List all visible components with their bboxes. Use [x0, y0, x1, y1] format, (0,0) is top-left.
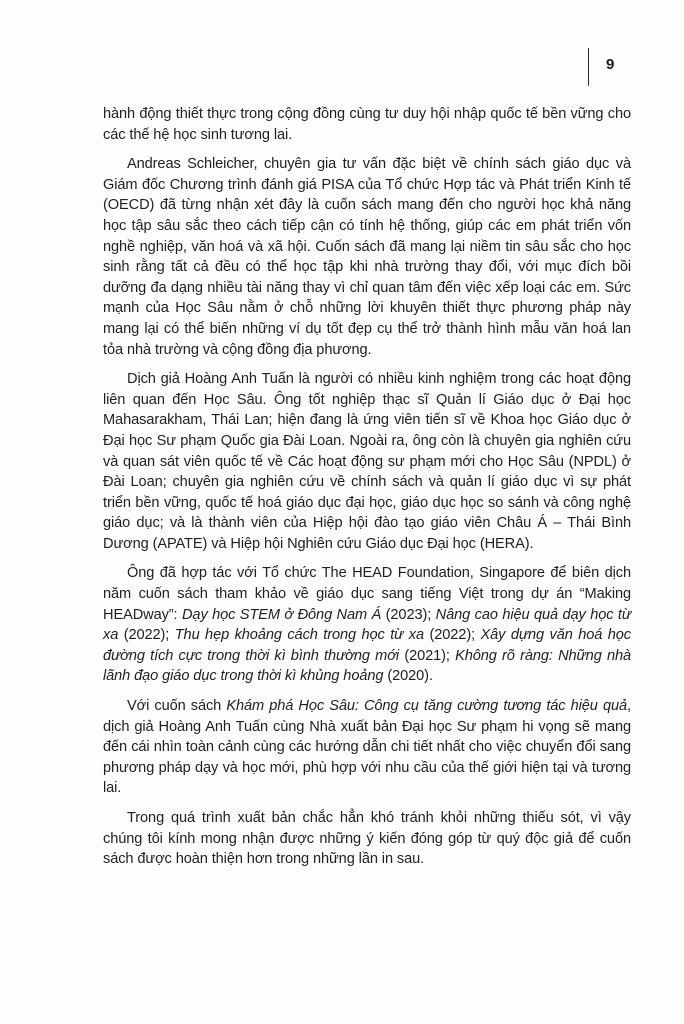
book-title: Khám phá Học Sâu: Công cụ tăng cường tương tác hiệu quả: [226, 698, 628, 715]
text-segment: Andreas Schleicher, chuyên gia tư vấn đặc biệt về chính sách giáo dục và Giám đốc Chương trình đánh giá PISA của Tổ chức Hợp tác và Phát triển Kinh tế (OECD) đã từng nhận xét đây là cuốn sách mang đến cho người học khả năng học tập sâu sắc theo cách tiếp cận có tính hệ thống, giúp các em phát triển vốn nghề nghiệp, văn hoá và xã hội. Cuốn sách đã mang lại niềm tin sâu sắc cho học sinh rằng tất cả đều có thể học tập khi nhà trường thay đổi, với mục đích bồi dưỡng đa dạng nhiều tài năng thay vì chỉ quan tâm đến việc xếp loại các em. Sức mạnh của Học Sâu nằm ở chỗ những lời khuyên thiết thực phương pháp này mang lại có thể biến những ví dụ tốt đẹp cụ thể trở thành hình mẫu văn hoá lan tỏa nhà trường và cộng đồng địa phương.: [103, 156, 631, 358]
text-segment: (2022);: [424, 627, 481, 644]
paragraph-book-purpose: [103, 696, 631, 799]
page-number: 9: [606, 56, 615, 73]
text-segment: (2020).: [383, 668, 433, 685]
book-title: Nâng cao hiệu quả dạy học từ xa: [103, 606, 632, 644]
book-title: Thu hẹp khoảng cách trong học từ xa: [174, 627, 425, 644]
text-segment: Ông đã hợp tác với Tổ chức The HEAD Foundation, Singapore để biên dịch năm cuốn sách tham khảo về giáo dục sang tiếng Việt trong dự án “Making HEADway”:: [103, 565, 631, 623]
book-title: Dạy học STEM ở Đông Nam Á: [181, 606, 382, 623]
paragraph-schleicher: [103, 154, 631, 360]
text-segment: , dịch giả Hoàng Anh Tuấn cùng Nhà xuất bản Đại học Sư phạm hi vọng sẽ mang đến cái nhìn toàn cảnh cùng các hướng dẫn chi tiết nhất cho việc chuyển đổi sang phương pháp dạy và học mới, phù hợp với nhu cầu của thế giới hiện tại và tương lai.: [103, 698, 631, 797]
paragraph-continuation: [103, 104, 631, 145]
book-title: Không rõ ràng: Những nhà lãnh đạo giáo dục trong thời kì khủng hoảng: [103, 647, 632, 685]
text-segment: hành động thiết thực trong cộng đồng cùng tư duy hội nhập quốc tế bền vững cho các thế hệ học sinh tương lai.: [103, 106, 631, 143]
paragraph-closing: [103, 808, 631, 870]
book-title: Xây dựng văn hoá học đường tích cực trong thời kì bình thường mới: [103, 627, 632, 664]
text-segment: Dịch giả Hoàng Anh Tuấn là người có nhiều kinh nghiệm trong các hoạt động liên quan đến Học Sâu. Ông tốt nghiệp thạc sĩ Quản lí Giáo dục ở Đại học Mahasarakham, Thái Lan; hiện đang là ứng viên tiến sĩ về Khoa học Giáo dục ở Đại học Sư phạm Quốc gia Đài Loan. Ngoài ra, ông còn là chuyên gia nghiên cứu và quan sát viên quốc tế về Các hoạt động sư phạm mới cho Học Sâu (NPDL) ở Đài Loan; chuyên gia nghiên cứu về chính sách và quản lí giáo dục vì sự phát triển bền vững, quốc tế hoá giáo dục đại học, giáo dục học so sánh và công nghệ giáo dục; và là thành viên của Hiệp hội đào tạo giáo viên Châu Á – Thái Bình Dương (APATE) và Hiệp hội Nghiên cứu Giáo dục Đại học (HERA).: [103, 371, 631, 552]
body-text: [103, 104, 631, 879]
text-segment: (2022);: [118, 627, 175, 644]
text-segment: Trong quá trình xuất bản chắc hẳn khó tránh khỏi những thiếu sót, vì vậy chúng tôi kính mong nhận được những ý kiến đóng góp từ quý độc giả để cuốn sách được hoàn thiện hơn trong những lần in sau.: [103, 810, 631, 868]
text-segment: Với cuốn sách: [127, 698, 227, 715]
paragraph-translator-bio: [103, 369, 631, 554]
text-segment: (2023);: [381, 606, 436, 623]
paragraph-head-foundation: [103, 563, 631, 687]
text-segment: (2021);: [399, 647, 456, 664]
page-number-divider: [588, 48, 589, 86]
